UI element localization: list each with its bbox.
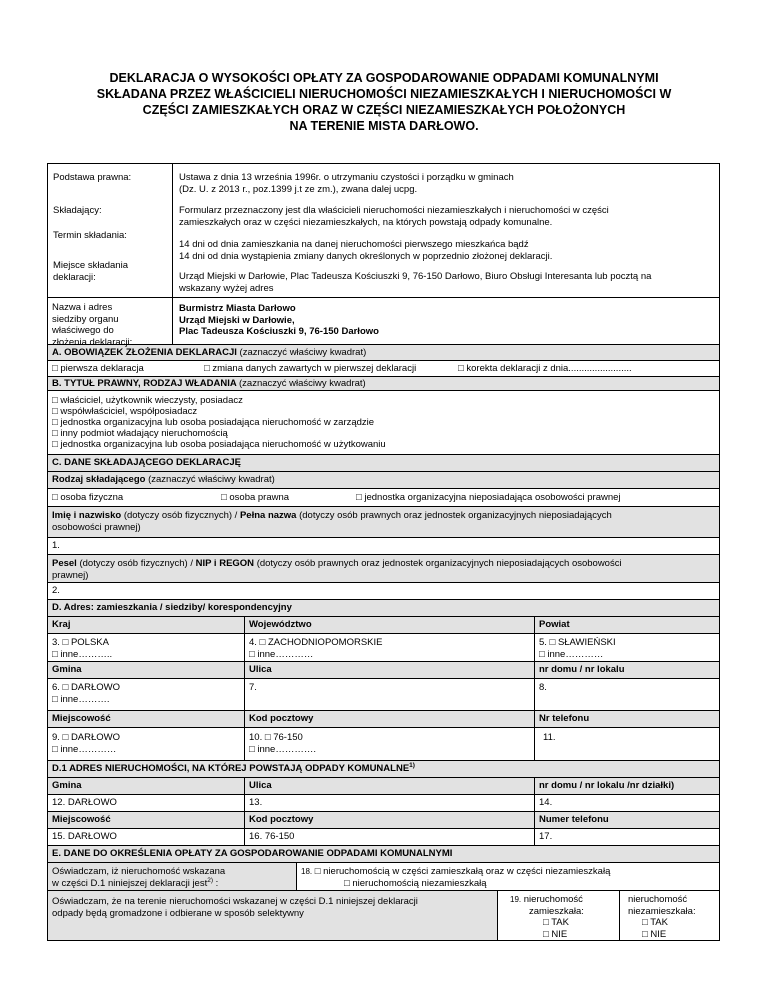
d-values-row-1 — [48, 633, 719, 661]
checkbox-wspolwlasciciel[interactable]: □ współwłaściciel, współposiadacz — [52, 406, 198, 417]
checkbox-uzytkowanie[interactable]: □ jednostka organizacyjna lub osoba posiadająca nieruchomość w użytkowaniu — [52, 439, 386, 450]
intro-block — [48, 164, 719, 297]
podstawa-text: Ustawa z dnia 13 września 1996r. o utrzymaniu czystości i porządku w gminach (Dz. U. z 2013 r., poz.1399 j.t ze zm.), zwana dalej ucpg. — [179, 172, 514, 195]
section-b-options — [48, 390, 719, 454]
title-line: CZĘŚCI ZAMIESZKAŁYCH ORAZ W CZĘŚCI NIEZAMIESZKAŁYCH POŁOŻONYCH — [142, 103, 626, 117]
organ-block — [48, 297, 719, 348]
field-1-imie-nazwisko[interactable]: 1. — [48, 537, 719, 554]
section-d1-header: D.1 ADRES NIERUCHOMOŚCI, NA KTÓREJ POWSTAJĄ ODPADY KOMUNALNE$^{1)}$ — [48, 760, 719, 777]
section-c-options — [48, 488, 719, 506]
field-13-ulica[interactable]: 13. — [244, 795, 534, 811]
title-line: NA TERENIE MISTA DARŁOWO. — [289, 119, 479, 133]
field-18-rodzaj-nieruchomosci: 18. □ nieruchomością w części zamieszkałą oraz w części niezamieszkałą □ nieruchomością niezamieszkałą — [296, 863, 719, 890]
d-values-row-3 — [48, 727, 719, 760]
section-d-header: D. Adres: zamieszkania / siedziby/ korespondencyjny — [48, 599, 719, 616]
checkbox-jednostka-organizacyjna[interactable]: □ jednostka organizacyjna nieposiadająca osobowości prawnej — [356, 491, 621, 503]
oswiadczenie-rodzaj-label: Oświadczam, iż nieruchomość wskazana w części D.1 niniejszej deklaracji jest$^{2)}$ : — [48, 863, 296, 890]
checkbox-niezamieszkala-nie[interactable]: □ NIE — [642, 928, 667, 940]
organ-text: Burmistrz Miasta Darłowo Urząd Miejski w Darłowie, Plac Tadeusza Kościuszki 9, 76-150 Darłowo — [172, 298, 719, 344]
checkbox-zmiana-danych[interactable]: □ zmiana danych zawartych w pierwszej deklaracji — [204, 362, 417, 374]
e-row-18 — [48, 862, 719, 890]
field-7-ulica[interactable]: 7. — [244, 679, 534, 710]
d1-header-row-1: Gmina Ulica nr domu / nr lokalu /nr działki) — [48, 777, 719, 794]
oswiadczenie-selektywna-label: Oświadczam, że na terenie nieruchomości wskazanej w części D.1 niniejszej deklaracji odpady będą gromadzone i odbierane w sposób selektywny — [48, 891, 497, 940]
d1-values-row-2 — [48, 828, 719, 845]
d1-header-row-2: Miejscowość Kod pocztowy Numer telefonu — [48, 811, 719, 828]
field-19-zamieszkala: 19. nieruchomość zamieszkała: □ TAK □ NIE — [497, 891, 619, 940]
checkbox-inny-podmiot[interactable]: □ inny podmiot władający nieruchomością — [52, 428, 228, 439]
field-6-gmina[interactable]: 6. □ DARŁOWO □ inne………. — [52, 682, 121, 705]
field-2-pesel-nip[interactable]: 2. — [48, 582, 719, 599]
d1-values-row-1 — [48, 794, 719, 811]
e-row-19 — [48, 890, 719, 940]
checkbox-niezamieszkala-tak[interactable]: □ TAK — [642, 917, 668, 928]
document-title — [40, 70, 728, 134]
skladajacy-text: Formularz przeznaczony jest dla właścicieli nieruchomości niezamieszkałych i nieruchomości w części zamieszkałych oraz w części niezamieszkałych, na których powstają odpady komunalne. — [179, 205, 609, 228]
field-17-telefon[interactable]: 17. — [534, 829, 719, 845]
field-16-kod-pocztowy[interactable]: 16. 76-150 — [244, 829, 534, 845]
d-values-row-2 — [48, 678, 719, 710]
field-11-telefon[interactable]: 11. — [534, 728, 719, 760]
organ-label: Nazwa i adres siedziby organu właściwego do złożenia deklaracji: — [52, 302, 133, 348]
section-b-header: B. TYTUŁ PRAWNY, RODZAJ WŁADANIA (zaznaczyć właściwy kwadrat) — [48, 376, 719, 390]
checkbox-korekta-deklaracji[interactable]: □ korekta deklaracji z dnia........................ — [458, 362, 632, 374]
field-15-miejscowosc[interactable]: 15. DARŁOWO — [52, 831, 117, 843]
field-9-miejscowosc[interactable]: 9. □ DARŁOWO □ inne………… — [52, 732, 121, 755]
checkbox-zarzad[interactable]: □ jednostka organizacyjna lub osoba posiadająca nieruchomość w zarządzie — [52, 417, 375, 428]
declaration-form — [47, 163, 720, 941]
checkbox-wlasciciel[interactable]: □ właściciel, użytkownik wieczysty, posiadacz — [52, 395, 243, 406]
checkbox-pierwsza-deklaracja[interactable]: □ pierwsza deklaracja — [52, 362, 144, 374]
checkbox-osoba-fizyczna[interactable]: □ osoba fizyczna — [52, 491, 124, 503]
field-12-gmina[interactable]: 12. DARŁOWO — [52, 797, 117, 809]
field-5-powiat[interactable]: 5. □ SŁAWIEŃSKI □ inne………… — [534, 634, 719, 661]
termin-text: 14 dni od dnia zamieszkania na danej nieruchomości pierwszego mieszkańca bądź 14 dni od dnia wystąpienia zmiany danych określonych w poprzednio złożonej deklaracji. — [179, 239, 553, 262]
section-a-options — [48, 360, 719, 376]
miejsce-label: Miejsce składania deklaracji: — [53, 260, 128, 283]
section-c-header: C. DANE SKŁADAJĄCEGO DEKLARACJĘ — [48, 454, 719, 471]
field-4-wojewodztwo[interactable]: 4. □ ZACHODNIOPOMORSKIE □ inne………… — [244, 634, 534, 661]
d-header-row-2: Gmina Ulica nr domu / nr lokalu — [48, 661, 719, 678]
checkbox-osoba-prawna[interactable]: □ osoba prawna — [221, 491, 290, 503]
title-line: SKŁADANA PRZEZ WŁAŚCICIELI NIERUCHOMOŚCI NIEZAMIESZKAŁYCH I NIERUCHOMOŚCI W — [96, 87, 672, 101]
section-e-header: E. DANE DO OKREŚLENIA OPŁATY ZA GOSPODAROWANIE ODPADAMI KOMUNALNYMI — [48, 845, 719, 862]
field-10-kod-pocztowy[interactable]: 10. □ 76-150 □ inne…………. — [244, 728, 534, 760]
field-8-nr-domu[interactable]: 8. — [534, 679, 719, 710]
field-19-niezamieszkala: nieruchomość niezamieszkała: □ TAK □ NIE — [619, 891, 719, 940]
field-3-kraj[interactable]: 3. □ POLSKA □ inne……….. — [52, 637, 113, 660]
skladajacy-label: Składający: — [53, 205, 102, 216]
d-header-row-3: Miejscowość Kod pocztowy Nr telefonu — [48, 710, 719, 727]
imie-nazwisko-label: Imię i nazwisko (dotyczy osób fizycznych) / Pełna nazwa (dotyczy osób prawnych oraz jednostek organizacyjnych nieposiadających osobowości prawnej) — [48, 506, 719, 537]
checkbox-czesciowo-zamieszkala[interactable]: □ nieruchomością w części zamieszkałą oraz w części niezamieszkałą — [314, 866, 611, 877]
miejsce-text: Urząd Miejski w Darłowie, Plac Tadeusza Kościuszki 9, 76-150 Darłowo, Biuro Obsługi Interesanta lub pocztą na wskazany wyżej adres — [179, 271, 652, 294]
checkbox-zamieszkala-tak[interactable]: □ TAK — [543, 917, 569, 928]
d-header-row-1: Kraj Województwo Powiat — [48, 616, 719, 633]
checkbox-niezamieszkala[interactable]: □ nieruchomością niezamieszkałą — [344, 877, 487, 889]
checkbox-zamieszkala-nie[interactable]: □ NIE — [543, 928, 568, 940]
podstawa-label: Podstawa prawna: — [53, 172, 132, 183]
termin-label: Termin składania: — [53, 230, 127, 241]
pesel-nip-label: Pesel (dotyczy osób fizycznych) / NIP i REGON (dotyczy osób prawnych oraz jednostek organizacyjnych nieposiadających osobowości prawnej) — [48, 554, 719, 582]
section-a-header: A. OBOWIĄZEK ZŁOŻENIA DEKLARACJI (zaznaczyć właściwy kwadrat) — [48, 344, 719, 360]
rodzaj-skladajacego: Rodzaj składającego (zaznaczyć właściwy kwadrat) — [48, 471, 719, 488]
field-14-nr-domu[interactable]: 14. — [534, 795, 719, 811]
title-line: DEKLARACJA O WYSOKOŚCI OPŁATY ZA GOSPODAROWANIE ODPADAMI KOMUNALNYMI — [109, 71, 659, 85]
